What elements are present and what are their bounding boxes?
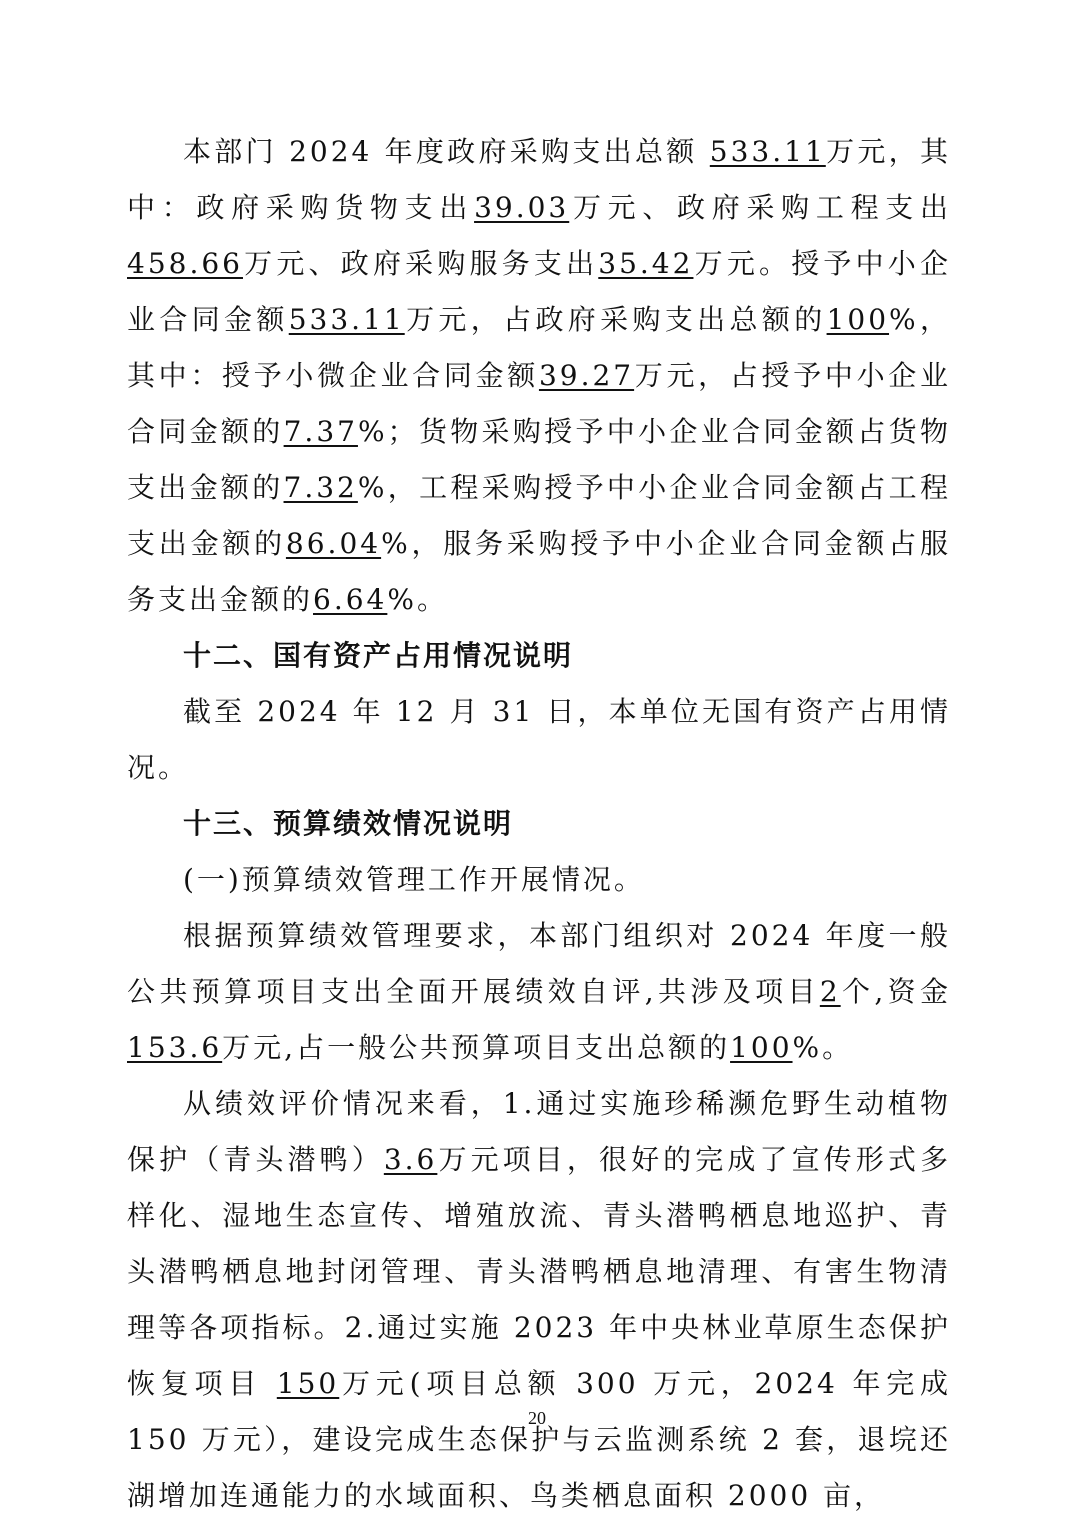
text-run: 万元项目，很好的完成了宣传形式多样化、湿地生态宣传、增殖放流、青头潜鸭栖息地巡护、青头潜鸭栖息地封闭管理、青头潜鸭栖息地清理、有害生物清理等各项指标。2.通过实施 2023 年中央林业草原生态保护恢复项目 xyxy=(127,1143,951,1400)
text-run: 万元，占政府采购支出总额的 xyxy=(404,303,827,336)
text-run: %。 xyxy=(792,1031,854,1064)
sme-amount-value: 533.11 xyxy=(288,303,405,336)
text-run: 万元。授予中小企业合同金额 xyxy=(127,247,951,336)
section-heading-12: 十二、国有资产占用情况说明 xyxy=(183,639,574,672)
works-ratio-value: 86.04 xyxy=(285,527,382,560)
text-run: %，工程采购授予中小企业合同金额占工程支出金额的 xyxy=(127,471,951,560)
page-content xyxy=(127,124,951,1524)
text-run: 万元,占一般公共预算项目支出总额的 xyxy=(222,1031,731,1064)
asset-paragraph: 截至 2024 年 12 月 31 日，本单位无国有资产占用情况。 xyxy=(127,695,951,784)
funds-ratio-value: 100 xyxy=(730,1031,793,1064)
text-run: 万元，其中：政府采购货物支出 xyxy=(127,135,951,224)
project2-amount-value: 150 xyxy=(276,1367,340,1400)
micro-amount-value: 39.27 xyxy=(538,359,635,392)
text-run: 根据预算绩效管理要求，本部门组织对 2024 年度一般公共预算项目支出全面开展绩效自评,共涉及项目 xyxy=(127,919,951,1008)
text-run: %；货物采购授予中小企业合同金额占货物支出金额的 xyxy=(127,415,951,504)
text-run: 万元、政府采购服务支出 xyxy=(242,247,599,280)
page-number: 20 xyxy=(528,1408,546,1428)
text-run: 万元，占授予中小企业合同金额的 xyxy=(127,359,951,448)
text-run: %，其中：授予小微企业合同金额 xyxy=(127,303,951,392)
procurement-total-value: 533.11 xyxy=(709,135,826,168)
sme-ratio-value: 100 xyxy=(826,303,890,336)
goods-value: 39.03 xyxy=(474,191,570,224)
text-run: %。 xyxy=(387,583,448,616)
works-value: 458.66 xyxy=(127,247,243,280)
micro-ratio-value: 7.37 xyxy=(283,415,358,448)
project-count-value: 2 xyxy=(819,975,841,1008)
performance-paragraph xyxy=(127,908,951,1076)
text-run: 从绩效评价情况来看，1.通过实施珍稀濒危野生动植物保护（青头潜鸭） xyxy=(127,1087,951,1176)
services-value: 35.42 xyxy=(598,247,694,280)
project1-amount-value: 3.6 xyxy=(383,1143,438,1176)
section-heading-13: 十三、预算绩效情况说明 xyxy=(183,807,514,840)
text-run: 个,资金 xyxy=(840,975,951,1008)
subsection-heading: (一)预算绩效管理工作开展情况。 xyxy=(183,863,645,896)
text-run: %，服务采购授予中小企业合同金额占服务支出金额的 xyxy=(127,527,951,616)
funds-value: 153.6 xyxy=(127,1031,223,1064)
text-run: 本部门 2024 年度政府采购支出总额 xyxy=(183,135,710,168)
goods-ratio-value: 7.32 xyxy=(283,471,358,504)
text-run: 万元(项目总额 300 万元，2024 年完成 150 万元），建设完成生态保护与云监测系统 2 套，退垸还湖增加连通能力的水域面积、鸟类栖息面积 2000 亩， xyxy=(127,1367,952,1512)
evaluation-paragraph xyxy=(127,1076,951,1524)
services-ratio-value: 6.64 xyxy=(313,583,388,616)
text-run: 万元、政府采购工程支出 xyxy=(569,191,951,224)
procurement-paragraph xyxy=(127,124,951,628)
